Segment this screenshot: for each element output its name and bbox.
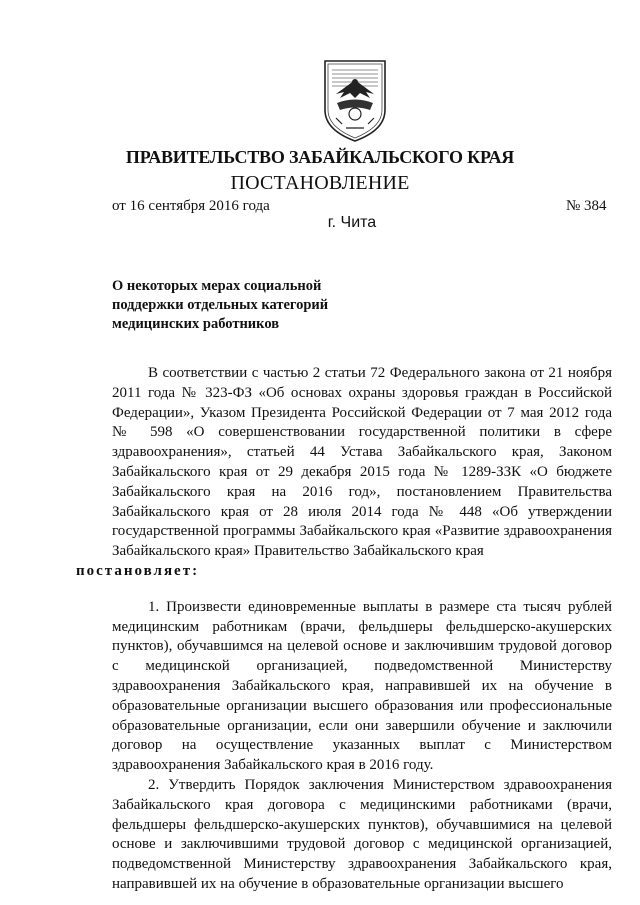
item-1-paragraph: 1. Произвести единовременные выплаты в размере ста тысяч рублей медицинским работникам (врачи, фельдшеры фельдшерско-акушерских пунктов), обучавшимся на целевой основе и заключившим трудовой договор с медицинской организацией, подведомственной Министерству здравоохранения Забайкальского края, направившей их на обучение в образовательные организации высшего образования или профессиональные образовательные организации, если они завершили обучение и заключили договор на осуществление указанных выплат с Министерством здравоохранения Забайкальского края в 2016 году. — [112, 598, 612, 774]
paragraph-gap — [112, 582, 612, 598]
city-name: г. Чита — [327, 214, 377, 231]
subject-line: поддержки отдельных категорий — [112, 297, 329, 313]
document-date: от 16 сентября 2016 года — [112, 198, 270, 214]
document-subject — [112, 277, 412, 334]
preamble-text: В соответствии с частью 2 статьи 72 Федерального закона от 21 ноября 2011 года № 323-ФЗ «Об основах охраны здоровья граждан в Российской Федерации», Указом Президента Российской Федерации от 7 мая 2012 года № 598 «О совершенствовании государственной политики в сфере здравоохранения», статьей 44 Устава Забайкальского края, Законом Забайкальского края от 29 декабря 2015 года № 1289-ЗЗК «О бюджете Забайкальского края на 2016 год», постановлением Правительства Забайкальского края от 28 июля 2014 года № 448 «Об утверждении государственной программы Забайкальского края «Развитие здравоохранения Забайкальского края» Правительство Забайкальского края — [112, 365, 612, 560]
document-body — [76, 364, 612, 895]
resolution-keyword: постановляет: — [76, 562, 200, 579]
coat-of-arms-icon — [322, 58, 388, 144]
preamble-paragraph — [76, 364, 612, 582]
subject-line: О некоторых мерах социальной — [112, 278, 322, 294]
document-number: № 384 — [566, 198, 607, 214]
subject-line: медицинских работников — [112, 316, 280, 332]
document-type: ПОСТАНОВЛЕНИЕ — [230, 172, 410, 194]
item-2-paragraph: 2. Утвердить Порядок заключения Министерством здравоохранения Забайкальского края договора с медицинскими работниками (врачи, фельдшеры фельдшерско-акушерских пунктов), обучавшимися на целевой основе и заключившими трудовой договор с медицинской организацией, подведомственной Министерству здравоохранения Забайкальского края, направившей их на обучение в образовательные организации высшего — [112, 776, 612, 892]
organization-name: ПРАВИТЕЛЬСТВО ЗАБАЙКАЛЬСКОГО КРАЯ — [125, 147, 515, 167]
